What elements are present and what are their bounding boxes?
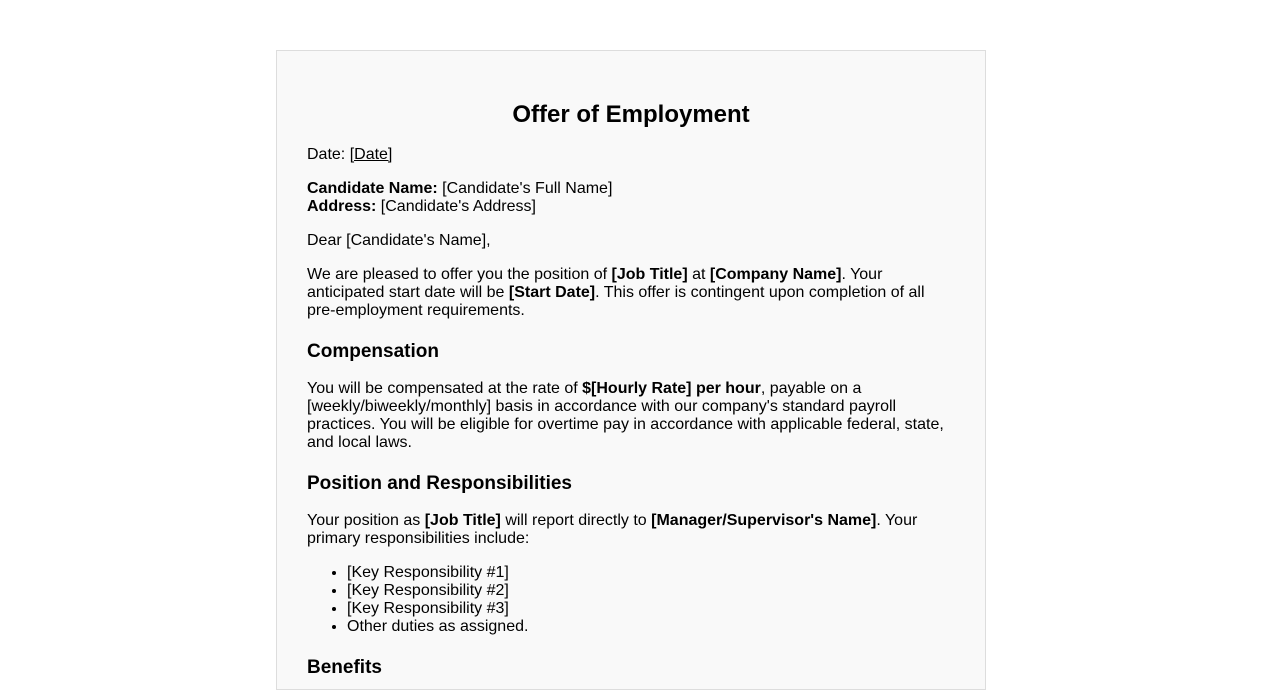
address-label: Address: [307,198,377,215]
document-title: Offer of Employment [512,101,750,128]
offer-company: [Company Name] [709,266,842,283]
list-item: • [Key Responsibility #2] [347,582,955,600]
position-job-title: [Job Title] [424,512,501,529]
address-value: [Candidate's Address] [376,198,536,215]
position-text: Your position as [307,512,425,529]
position-paragraph [307,512,955,548]
offer-letter-document [276,50,986,690]
list-item: • Other duties as assigned. [347,618,955,636]
list-item: • [Key Responsibility #1] [347,564,955,582]
offer-text: . This offer is contingent upon completion of all pre-employment requirements. [307,284,925,319]
benefits-heading: Benefits [307,657,382,678]
responsibilities-list [307,564,955,636]
candidate-name-value: [Candidate's Full Name] [437,180,613,197]
compensation-heading: Compensation [307,341,439,362]
position-text: . Your primary responsibilities include: [307,512,918,547]
list-item: • [Key Responsibility #3] [347,600,955,618]
compensation-text: You will be compensated at the rate of [307,380,583,397]
greeting: Dear [Candidate's Name], [307,232,491,249]
candidate-info [307,180,955,216]
candidate-name-label: Candidate Name: [307,180,438,197]
offer-paragraph [307,266,955,320]
offer-start-date: [Start Date] [508,284,596,301]
offer-job-title: [Job Title] [611,266,688,283]
position-heading: Position and Responsibilities [307,473,572,494]
offer-text: We are pleased to offer you the position of [307,266,612,283]
position-text: will report directly to [500,512,652,529]
compensation-paragraph [307,380,955,452]
date-line [307,146,955,164]
hourly-rate: $[Hourly Rate] per hour [582,380,761,397]
date-value: [Date] [349,146,393,163]
compensation-text: , payable on a [weekly/biweekly/monthly] basis in accordance with our company's standard payroll practices. You will be eligible for overtime pay in accordance with applicable federal, state, and local laws. [307,380,944,451]
manager-name: [Manager/Supervisor's Name] [651,512,877,529]
offer-text: at [687,266,710,283]
date-label: Date: [307,146,350,163]
offer-text: . Your anticipated start date will be [307,266,883,301]
